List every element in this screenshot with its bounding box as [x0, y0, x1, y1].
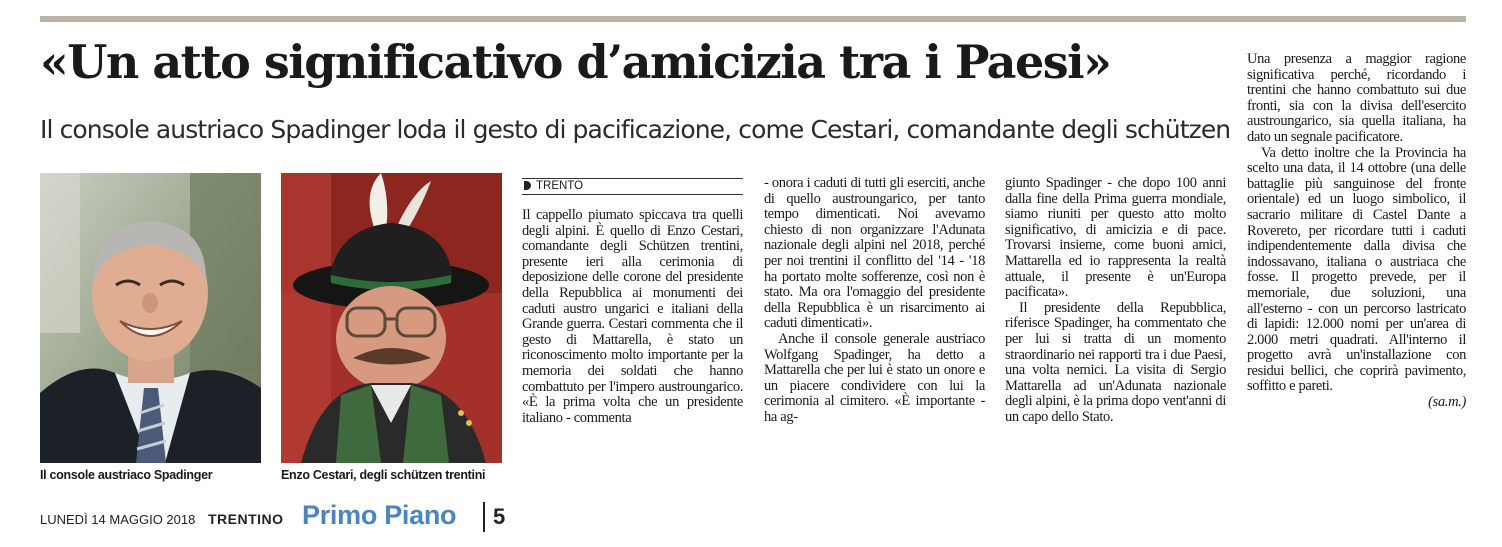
paragraph: Il presidente della Repubblica, riferisce Spadinger, ha commentato che per lui si tratta di un momento straordinario nei rapporti tra i due Paesi, una volta nemici. La visita di Sergio Mattarella ad un'Adunata nazionale degli alpini, è la prima dopo vent'anni di un capo dello Stato.	[1005, 299, 1226, 425]
paragraph: Anche il console generale austriaco Wolfgang Spadinger, ha detto a Mattarella che per lui è stato un onore e un piacere condividere con lui la cerimonia al cimitero. «È importante - ha ag-	[764, 330, 985, 425]
photo-spadinger	[40, 173, 261, 463]
photo-caption-spadinger: Il console austriaco Spadinger	[40, 468, 213, 482]
footer-divider	[483, 502, 485, 532]
article-column-4	[1247, 52, 1466, 411]
dateline-text: TRENTO	[536, 180, 584, 192]
photo-cestari	[281, 173, 502, 463]
footer-section: Primo Piano	[302, 500, 457, 530]
paragraph: Il cappello piumato spiccava tra quelli degli alpini. È quello di Enzo Cestari, comandante degli Schützen trentini, presente ieri alla cerimonia di deposizione delle corone del presidente della Repubblica ai monumenti dei caduti austro ungarici e italiani della Grande guerra. Cestari commenta che il gesto di Mattarella, è stato un riconoscimento molto importante per la memoria dei soldati che hanno combattuto per l'impero austroungarico. «È la prima volta che un presidente italiano - commenta	[522, 207, 743, 426]
author-signature: (sa.m.)	[1428, 394, 1466, 411]
footer-newspaper: TRENTINO	[208, 511, 284, 527]
article-column-2	[764, 176, 985, 426]
top-rule	[40, 16, 1466, 22]
subheadline: Il console austriaco Spadinger loda il gesto di pacificazione, come Cestari, comandante degli schützen	[40, 115, 1231, 144]
article-column-1	[522, 208, 743, 426]
dateline-marker-icon	[524, 181, 531, 190]
paragraph: Va detto inoltre che la Provincia ha scelto una data, il 14 ottobre (una delle battaglie più sanguinose del fronte orientale) ed un luogo simbolico, il sacrario militare di Castel Dante a Rovereto, per ricordare tutti i caduti indipendentemente dalla divisa che indossavano, italiana o austriaca che fosse. Il progetto prevede, per il memoriale, due soluzioni, una all'esterno - con un percorso lastricato di lapidi: 12.000 nomi per un'area di 2.000 metri quadrati. All'interno il progetto avrà un'installazione con residui bellici, che coprirà pavimento, soffitto e pareti.	[1247, 144, 1466, 395]
photo-caption-cestari: Enzo Cestari, degli schützen trentini	[281, 468, 486, 482]
footer-date: LUNEDÌ 14 MAGGIO 2018	[40, 512, 196, 527]
headline: «Un atto significativo d’amicizia tra i Paesi»	[40, 35, 1111, 89]
article-column-3	[1005, 176, 1226, 426]
dateline	[522, 178, 743, 195]
paragraph: - onora i caduti di tutti gli eserciti, anche di quello austroungarico, per tanto tempo dimenticati. Noi avevamo chiesto di non organizzare l'Adunata nazionale degli alpini nel 2018, perché per noi trentini il conflitto del '14 - '18 ha portato molte sofferenze, così non è stato. Ma ora l'omaggio del presidente della Repubblica è un risarcimento ai caduti dimenticati».	[764, 175, 985, 332]
paragraph: giunto Spadinger - che dopo 100 anni dalla fine della Prima guerra mondiale, siamo riuniti per questo atto molto significativo, di amicizia e di pace. Trovarsi insieme, come buoni amici, Mattarella ed io rappresenta la realtà attuale, il presente è un'Europa pacificata».	[1005, 175, 1226, 301]
footer-page-number: 5	[493, 504, 506, 529]
paragraph: Una presenza a maggior ragione significativa perché, ricordando i trentini che hanno combattuto sui due fronti, sia con la divisa dell'esercito austroungarico, sia quella italiana, ha dato un segnale pacificatore.	[1247, 51, 1466, 145]
